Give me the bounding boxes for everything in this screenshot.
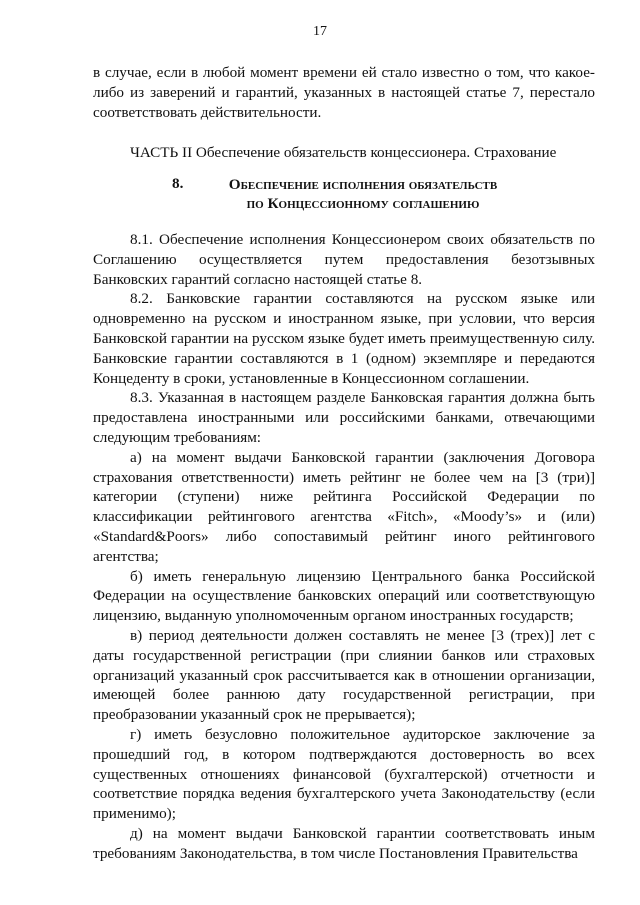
part-heading: ЧАСТЬ II Обеспечение обязательств концессионера. Страхование bbox=[130, 144, 557, 161]
intro-paragraph: в случае, если в любой момент времени ей стало известно о том, что какое-либо из заверений и гарантий, указанных в настоящей статье 7, перестало соответствовать действительности. bbox=[93, 64, 595, 121]
section-number: 8. bbox=[172, 175, 184, 192]
section-title bbox=[213, 175, 513, 213]
section-title-line-1: Обеспечение исполнения обязательств bbox=[228, 176, 498, 193]
requirement-b: б) иметь генеральную лицензию Центрального банка Российской Федерации на осуществление банковских операций или соответствующую лицензию, выданную уполномоченным органом иностранных государств; bbox=[93, 567, 595, 625]
requirement-d: д) на момент выдачи Банковской гарантии соответствовать иным требованиям Законодательства, в том числе Постановления Правительства bbox=[93, 824, 595, 862]
paragraph-8-3: 8.3. Указанная в настоящем разделе Банковская гарантия должна быть предоставлена иностранными или российскими банками, отвечающими следующим требованиям: bbox=[93, 389, 595, 446]
page-number: 17 bbox=[313, 24, 327, 39]
requirement-v: в) период деятельности должен составлять не менее [3 (трех)] лет с даты государственной регистрации (при слиянии банков или страховых организаций указанный срок рассчитывается как в отношении организации, имеющей более раннюю дату государственной регистрации, при преобразовании указанный срок не прерывается); bbox=[93, 626, 595, 724]
requirement-a: а) на момент выдачи Банковской гарантии (заключения Договора страхования ответственности) иметь рейтинг не более чем на [3 (три)] категории (ступени) ниже рейтинга Российской Федерации по классификации рейтингового агентства «Fitch», «Moody’s» и (или) «Standard&Poors» либо сопоставимый рейтинг иного рейтингового агентства; bbox=[93, 448, 595, 565]
paragraph-8-2: 8.2. Банковские гарантии составляются на русском языке или одновременно на русском и иностранном языке, при условии, что версия Банковской гарантии на русском языке будет иметь преимущественную силу. Банковские гарантии составляются в 1 (одном) экземпляре и передаются Концеденту в сроки, установленные в Концессионном соглашении. bbox=[93, 290, 595, 387]
requirement-g: г) иметь безусловно положительное аудиторское заключение за прошедший год, в котором подтверждаются достоверность во всех существенных отношениях финансовой (бухгалтерской) отчетности и соответствие порядка ведения бухгалтерского учета Законодательству (если применимо); bbox=[93, 725, 595, 823]
section-title-line-2: по Концессионному соглашению bbox=[246, 195, 480, 212]
paragraph-8-1: 8.1. Обеспечение исполнения Концессионером своих обязательств по Соглашению осуществляется путем предоставления безотзывных Банковских гарантий согласно настоящей статье 8. bbox=[93, 231, 595, 288]
section-body bbox=[93, 230, 595, 864]
intro-paragraph-block bbox=[93, 63, 595, 122]
